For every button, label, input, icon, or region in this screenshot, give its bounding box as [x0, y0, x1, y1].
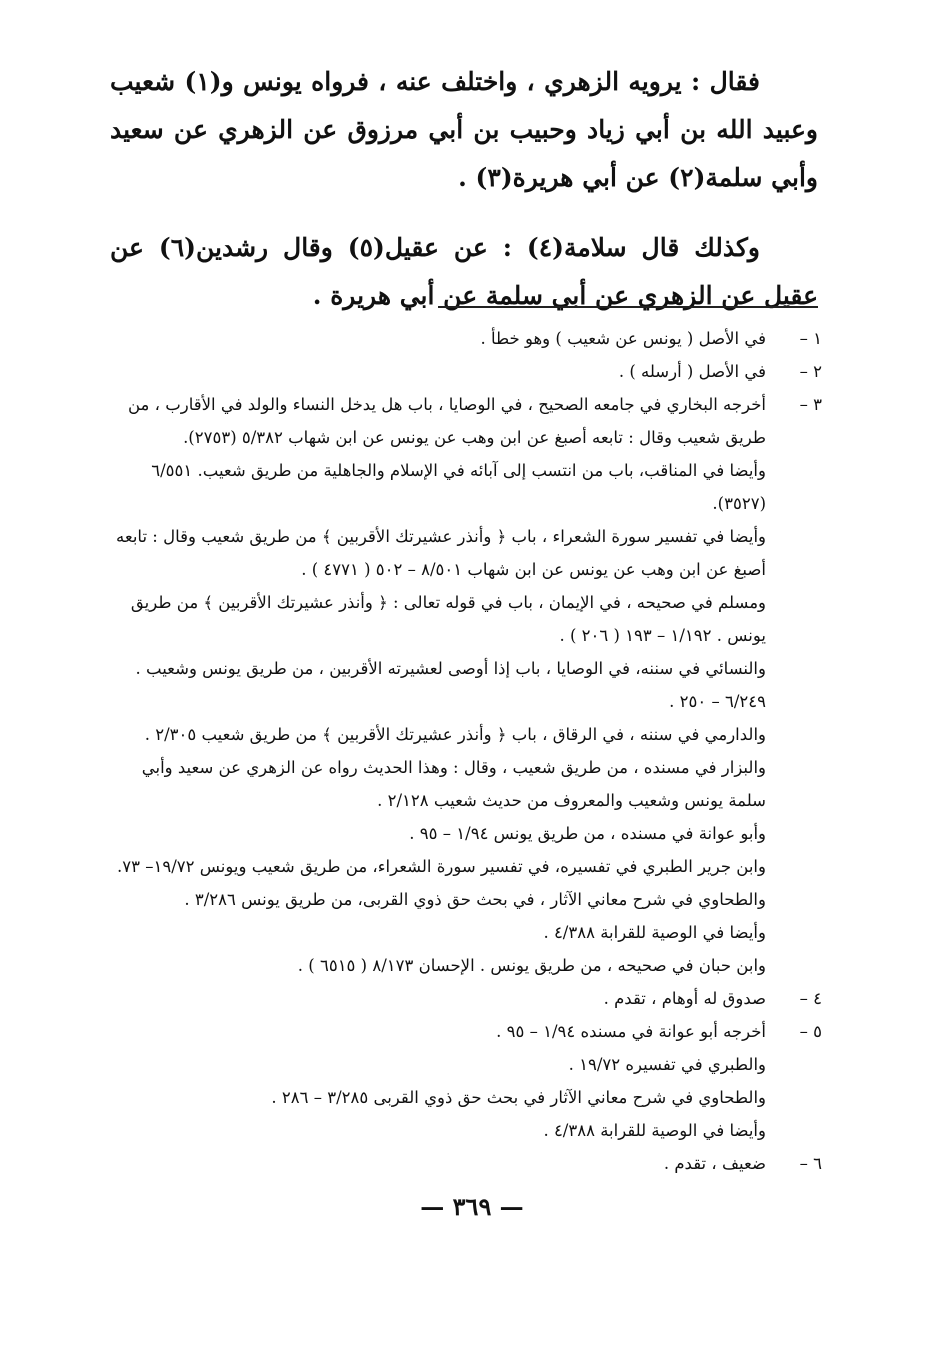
footnote-line: والبزار في مسنده ، من طريق شعيب ، وقال : وهذا الحديث رواه عن الزهري عن سعيد وأبي سلمة يونس وشعيب والمعروف من حديث شعيب ٢/١٢٨ .	[141, 758, 766, 810]
footnote-line: والطحاوي في شرح معاني الآثار في بحث حق ذوي القربى ٣/٢٨٥ – ٢٨٦ .	[271, 1088, 766, 1107]
footnote-body	[112, 355, 766, 388]
footnote-line: وأيضا في تفسير سورة الشعراء ، باب ﴿ وأنذر عشيرتك الأقربين ﴾ من طريق شعيب وقال : تابعه أصبغ عن ابن وهب عن يونس عن ابن شهاب ٨/٥٠١ – ٥٠٢ ( ٤٧٧١ ) .	[116, 527, 766, 579]
footnote-number: ١ –	[799, 329, 822, 348]
footnote-body	[112, 388, 766, 982]
footnote	[112, 1015, 822, 1147]
page-number: — ٣٦٩ —	[420, 1192, 524, 1221]
footnote-line: والطبري في تفسيره ١٩/٧٢ .	[568, 1055, 766, 1074]
footnote	[112, 1147, 822, 1180]
footnote-number: ٤ –	[799, 989, 822, 1008]
footnote-number: ٦ –	[799, 1154, 822, 1173]
footnote-line: وأبو عوانة في مسنده ، من طريق يونس ١/٩٤ – ٩٥ .	[409, 824, 766, 843]
footnote-line: والنسائي في سننه، في الوصايا ، باب إذا أوصى لعشيرته الأقربين ، من طريق يونس وشعيب . ٦/٢٤٩ – ٢٥٠ .	[135, 659, 766, 711]
footnote-number: ٥ –	[799, 1022, 822, 1041]
footnote-line: ومسلم في صحيحه ، في الإيمان ، باب في قوله تعالى : ﴿ وأنذر عشيرتك الأقربين ﴾ من طريق يونس . ١/١٩٢ – ١٩٣ ( ٢٠٦ ) .	[130, 593, 766, 645]
footnote-number: ٢ –	[799, 362, 822, 381]
footnote	[112, 355, 822, 388]
main-text	[110, 58, 818, 320]
footnote-line: أخرجه البخاري في جامعه الصحيح ، في الوصايا ، باب هل يدخل النساء والولد في الأقارب ، من طريق شعيب وقال : تابعه أصبغ عن ابن وهب عن يونس عن ابن شهاب ٥/٣٨٢ (٢٧٥٣).	[127, 395, 766, 447]
footnote-line: في الأصل ( يونس عن شعيب ) وهو خطأ .	[480, 329, 766, 348]
footnote-body	[112, 1147, 766, 1180]
main-paragraph-1: فقال : يرويه الزهري ، واختلف عنه ، فرواه يونس و(١) شعيب وعبيد الله بن أبي زياد وحبيب بن أبي مرزوق عن الزهري عن سعيد وأبي سلمة(٢) عن أبي هريرة(٣) .	[110, 67, 818, 192]
footnote	[112, 982, 822, 1015]
footnote-line: وأيضا في المناقب، باب من انتسب إلى آبائه في الإسلام والجاهلية من طريق شعيب. ٦/٥٥١ (٣٥٢٧).	[151, 461, 766, 513]
footnote-line: صدوق له أوهام ، تقدم .	[603, 989, 766, 1008]
footnote-body	[112, 982, 766, 1015]
footnote-separator	[438, 306, 818, 308]
footnote-body	[112, 1015, 766, 1147]
main-paragraph-2: وكذلك قال سلامة(٤) : عن عقيل(٥) وقال رشدين(٦) عن عقيل عن الزهري عن أبي سلمة عن أبي هريرة .	[110, 233, 818, 310]
footnote-line: والطحاوي في شرح معاني الآثار ، في بحث حق ذوي القربى، من طريق يونس ٣/٢٨٦ .	[184, 890, 766, 909]
footnote-line: أخرجه أبو عوانة في مسنده ١/٩٤ – ٩٥ .	[496, 1022, 766, 1041]
footnote-line: ضعيف ، تقدم .	[663, 1154, 766, 1173]
footnote-body	[112, 322, 766, 355]
footnotes	[112, 322, 822, 1180]
footnote-line: في الأصل ( أرسله ) .	[618, 362, 766, 381]
footnote	[112, 388, 822, 982]
footnote	[112, 322, 822, 355]
footnote-number: ٣ –	[799, 395, 822, 414]
footnote-line: وابن جرير الطبري في تفسيره، في تفسير سورة الشعراء، من طريق شعيب ويونس ١٩/٧٢– ٧٣.	[117, 857, 766, 876]
footnote-line: وأيضا في الوصية للقرابة ٤/٣٨٨ .	[543, 1121, 766, 1140]
footnote-line: وابن حبان في صحيحه ، من طريق يونس . الإحسان ٨/١٧٣ ( ٦٥١٥ ) .	[297, 956, 766, 975]
footnote-line: والدارمي في سننه ، في الرقاق ، باب ﴿ وأنذر عشيرتك الأقربين ﴾ من طريق شعيب ٢/٣٠٥ .	[144, 725, 766, 744]
footnote-line: وأيضا في الوصية للقرابة ٤/٣٨٨ .	[543, 923, 766, 942]
